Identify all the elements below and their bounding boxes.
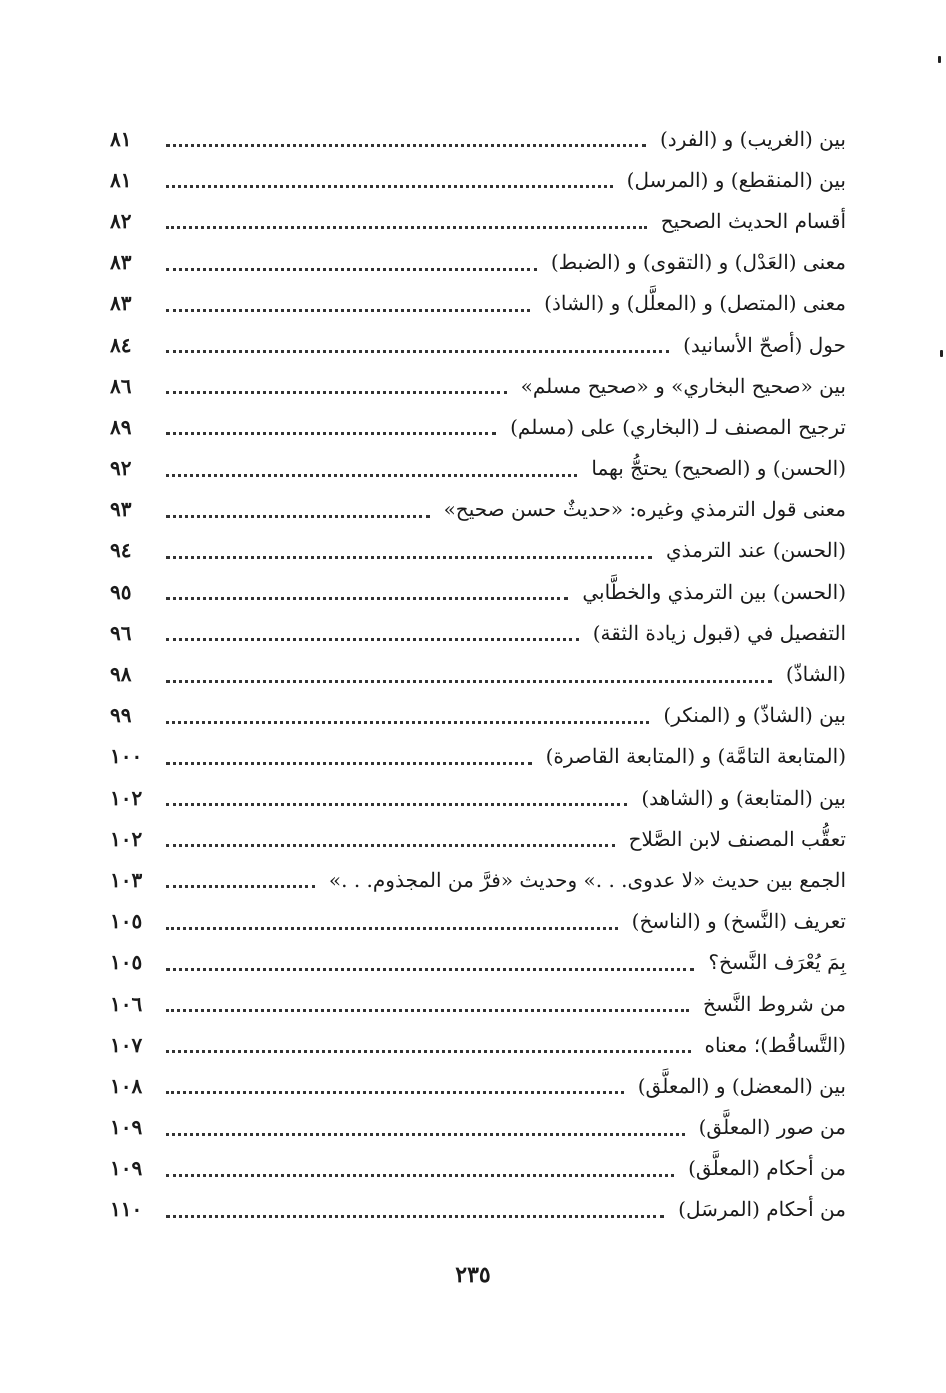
toc-entry-page: ١٠٦ (110, 991, 143, 1016)
toc-entry (110, 530, 846, 571)
toc-entry (110, 1189, 846, 1230)
toc-entry (110, 983, 846, 1024)
toc-entry-page: ٩٨ (110, 662, 132, 687)
dot-leader (166, 1133, 685, 1136)
toc-entry-page: ٨٢ (110, 208, 132, 233)
toc-entry-title: (المتابعة التامَّة) و (المتابعة القاصرة) (545, 744, 846, 769)
toc-entry-title: الجمع بين حديث «لا عدوى. . .» وحديث «فرَّ من المجذوم. . .» (328, 867, 846, 892)
toc-entry (110, 653, 846, 694)
toc-entry-page: ٨٣ (110, 250, 132, 275)
toc-entry (110, 283, 846, 324)
dot-leader (166, 556, 652, 559)
toc-entry-title: من أحكام (المرسَل) (678, 1197, 846, 1222)
dot-leader (166, 803, 627, 806)
toc-entry-title: (التَّساقُط)؛ معناه (704, 1032, 846, 1057)
dot-leader (166, 927, 618, 930)
table-of-contents (110, 118, 846, 1230)
toc-entry-page: ٩٤ (110, 538, 132, 563)
dot-leader (166, 680, 772, 683)
toc-entry (110, 1065, 846, 1106)
toc-entry-page: ٩٥ (110, 579, 132, 604)
toc-entry-page: ١٠٧ (110, 1032, 143, 1057)
toc-entry (110, 1024, 846, 1065)
toc-entry-page: ٨١ (110, 126, 132, 151)
toc-entry-title: معنى (العَدْل) و (التقوى) و (الضبط) (550, 250, 846, 275)
toc-entry-title: (الحسن) و (الصحيح) يحتجُّ بهما (591, 456, 846, 481)
toc-entry (110, 406, 846, 447)
toc-entry-title: تعريف (النَّسخ) و (الناسخ) (631, 909, 846, 934)
toc-entry-page: ١٠٣ (110, 867, 143, 892)
toc-entry (110, 736, 846, 777)
toc-entry-title: ترجيح المصنف لـ (البخاري) على (مسلم) (510, 414, 846, 439)
toc-entry-title: بين (الشاذّ) و (المنكر) (663, 703, 846, 728)
dot-leader (166, 885, 315, 888)
page-number: ٢٣٥ (455, 1262, 491, 1288)
toc-entry (110, 324, 846, 365)
toc-entry-page: ٨٤ (110, 332, 132, 357)
toc-entry (110, 859, 846, 900)
toc-entry (110, 1148, 846, 1189)
toc-entry-title: (الحسن) عند الترمذي (666, 538, 846, 563)
toc-entry (110, 695, 846, 736)
toc-entry-page: ٩٢ (110, 456, 132, 481)
dot-leader (166, 1215, 664, 1218)
toc-entry-title: بين «صحيح البخاري» و «صحيح مسلم» (520, 373, 846, 398)
toc-entry-title: (الحسن) بين الترمذي والخطَّابي (582, 579, 846, 604)
toc-entry-title: أقسام الحديث الصحيح (660, 208, 846, 233)
toc-entry-page: ٩٩ (110, 703, 132, 728)
toc-entry (110, 448, 846, 489)
dot-leader (166, 474, 577, 477)
dot-leader (166, 1091, 624, 1094)
toc-entry-page: ١٠٢ (110, 785, 143, 810)
toc-entry-title: (الشاذّ) (785, 662, 846, 687)
toc-entry-title: التفصيل في (قبول زيادة الثقة) (592, 620, 846, 645)
toc-entry (110, 942, 846, 983)
dot-leader (166, 844, 615, 847)
toc-entry (110, 901, 846, 942)
toc-entry-page: ١٠٥ (110, 909, 143, 934)
dot-leader (166, 1009, 689, 1012)
toc-entry-title: بين (المعضل) و (المعلَّق) (637, 1073, 846, 1098)
dot-leader (166, 1174, 674, 1177)
dot-leader (166, 638, 579, 641)
toc-entry-title: تعقُّب المصنف لابن الصَّلاح (628, 826, 846, 851)
dot-leader (166, 268, 537, 271)
toc-entry-page: ٨٣ (110, 291, 132, 316)
dot-leader (166, 1050, 691, 1053)
dot-leader (166, 144, 646, 147)
dot-leader (166, 226, 647, 229)
toc-entry-page: ١١٠ (110, 1197, 143, 1222)
scan-mark (938, 56, 941, 63)
toc-entry (110, 159, 846, 200)
toc-entry (110, 571, 846, 612)
toc-entry (110, 489, 846, 530)
toc-entry-title: من شروط النَّسخ (702, 991, 846, 1016)
toc-entry (110, 200, 846, 241)
dot-leader (166, 721, 649, 724)
toc-entry-page: ٨٩ (110, 414, 132, 439)
toc-entry-page: ٨١ (110, 167, 132, 192)
toc-entry-title: من أحكام (المعلَّق) (688, 1156, 846, 1181)
toc-entry (110, 242, 846, 283)
toc-entry-title: بين (الغريب) و (الفرد) (659, 126, 846, 151)
toc-entry (110, 777, 846, 818)
toc-entry-title: من صور (المعلَّق) (698, 1115, 846, 1140)
toc-entry-page: ١٠٩ (110, 1156, 143, 1181)
toc-entry-title: معنى قول الترمذي وغيره: «حديثٌ حسن صحيح» (443, 497, 846, 522)
toc-entry-title: حول (أصحّ الأسانيد) (683, 332, 846, 357)
toc-entry-title: بين (المنقطع) و (المرسل) (626, 167, 846, 192)
toc-entry (110, 818, 846, 859)
toc-entry-page: ١٠٥ (110, 950, 143, 975)
toc-entry-page: ٩٦ (110, 620, 132, 645)
dot-leader (166, 597, 568, 600)
dot-leader (166, 185, 613, 188)
toc-entry-page: ٨٦ (110, 373, 132, 398)
toc-entry (110, 612, 846, 653)
scan-mark (940, 350, 943, 357)
dot-leader (166, 515, 430, 518)
dot-leader (166, 968, 694, 971)
dot-leader (166, 391, 507, 394)
toc-entry-page: ١٠٢ (110, 826, 143, 851)
toc-entry (110, 365, 846, 406)
toc-entry (110, 1107, 846, 1148)
toc-entry-title: بين (المتابعة) و (الشاهد) (641, 785, 846, 810)
dot-leader (166, 762, 532, 765)
toc-entry-page: ٩٣ (110, 497, 132, 522)
toc-entry-page: ١٠٨ (110, 1073, 143, 1098)
toc-entry-title: معنى (المتصل) و (المعلَّل) و (الشاذ) (544, 291, 846, 316)
dot-leader (166, 432, 496, 435)
toc-entry-page: ١٠٩ (110, 1115, 143, 1140)
dot-leader (166, 350, 669, 353)
toc-entry (110, 118, 846, 159)
dot-leader (166, 309, 530, 312)
toc-entry-title: بِمَ يُعْرَف النَّسخ؟ (708, 950, 846, 975)
toc-entry-page: ١٠٠ (110, 744, 143, 769)
